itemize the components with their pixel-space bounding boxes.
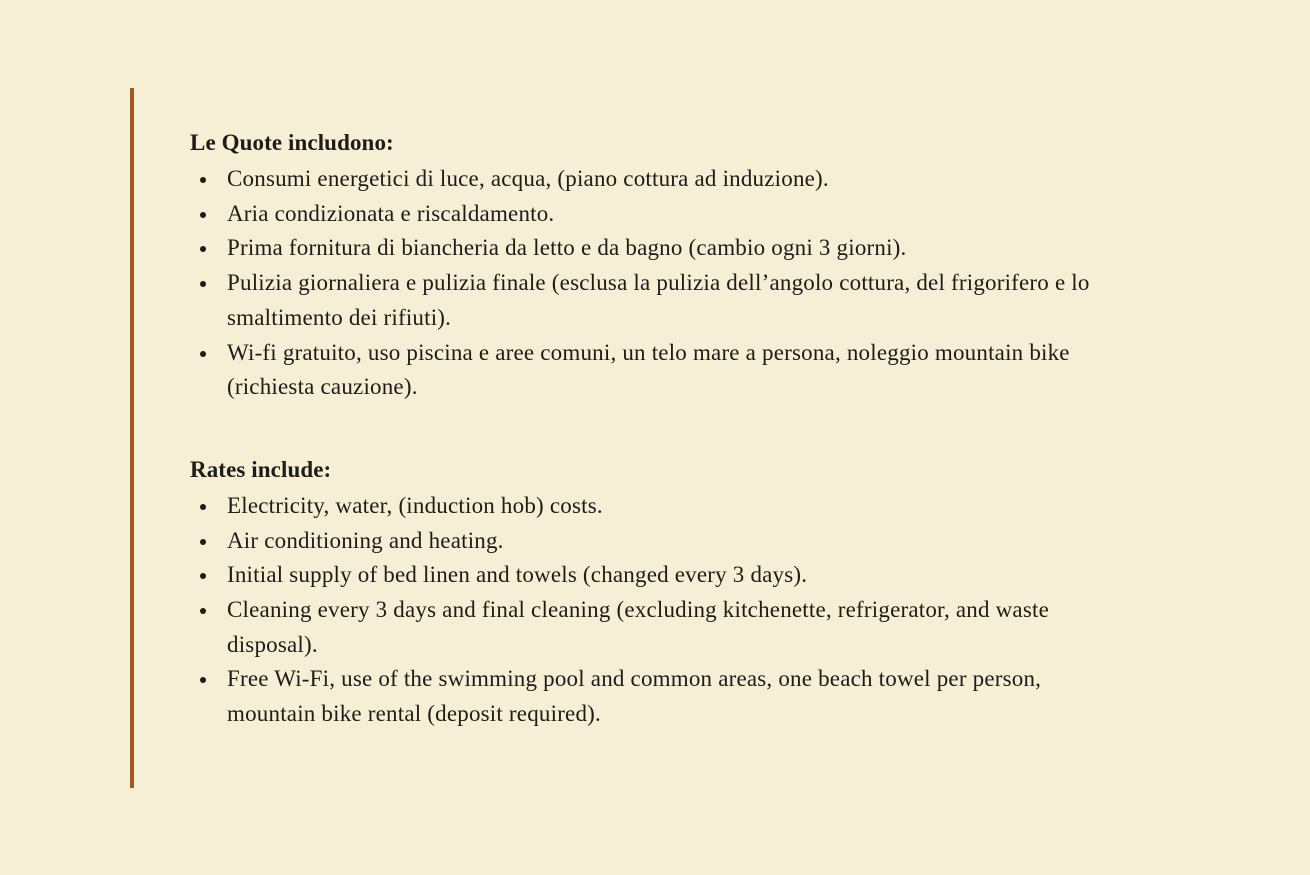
accent-bar: [130, 88, 134, 788]
italian-rates-title: Le Quote includono:: [190, 130, 394, 155]
english-rates-list: [190, 489, 1130, 732]
italian-rates-list: [190, 162, 1130, 405]
list-item: [190, 662, 1130, 731]
list-item: [190, 266, 1130, 335]
list-item: [190, 489, 1130, 524]
bullet-icon: [200, 504, 206, 510]
item-text: Pulizia giornaliera e pulizia finale (esclusa la pulizia dell’angolo cottura, del frigorifero e lo smaltimento dei rifiuti).: [227, 270, 1090, 330]
bullet-icon: [200, 539, 206, 545]
italian-rates-section: [190, 126, 1130, 405]
item-text: Aria condizionata e riscaldamento.: [227, 200, 555, 226]
item-text: Air conditioning and heating.: [227, 527, 504, 553]
bullet-icon: [200, 281, 206, 287]
english-rates-section: [190, 453, 1130, 732]
list-item: [190, 231, 1130, 266]
item-text: Initial supply of bed linen and towels (changed every 3 days).: [227, 562, 808, 588]
bullet-icon: [200, 246, 206, 252]
bullet-icon: [200, 351, 206, 357]
bullet-icon: [200, 608, 206, 614]
list-item: [190, 162, 1130, 197]
list-item: [190, 336, 1130, 405]
item-text: Wi-fi gratuito, uso piscina e aree comuni, un telo mare a persona, noleggio mountain bike (richiesta cauzione).: [227, 339, 1070, 400]
bullet-icon: [200, 677, 206, 683]
list-item: [190, 197, 1130, 232]
item-text: Cleaning every 3 days and final cleaning (excluding kitchenette, refrigerator, and waste disposal).: [227, 597, 1049, 657]
item-text: Electricity, water, (induction hob) costs.: [227, 492, 603, 518]
list-item: [190, 593, 1130, 662]
english-rates-title: Rates include:: [190, 456, 332, 482]
item-text: Free Wi-Fi, use of the swimming pool and common areas, one beach towel per person, mountain bike rental (deposit required).: [227, 666, 1042, 727]
list-item: [190, 558, 1130, 593]
bullet-icon: [200, 573, 206, 579]
item-text: Consumi energetici di luce, acqua, (piano cottura ad induzione).: [227, 166, 829, 191]
rates-content: [190, 126, 1130, 732]
item-text: Prima fornitura di biancheria da letto e da bagno (cambio ogni 3 giorni).: [227, 235, 907, 261]
bullet-icon: [200, 212, 206, 218]
bullet-icon: [200, 177, 206, 183]
list-item: [190, 524, 1130, 559]
